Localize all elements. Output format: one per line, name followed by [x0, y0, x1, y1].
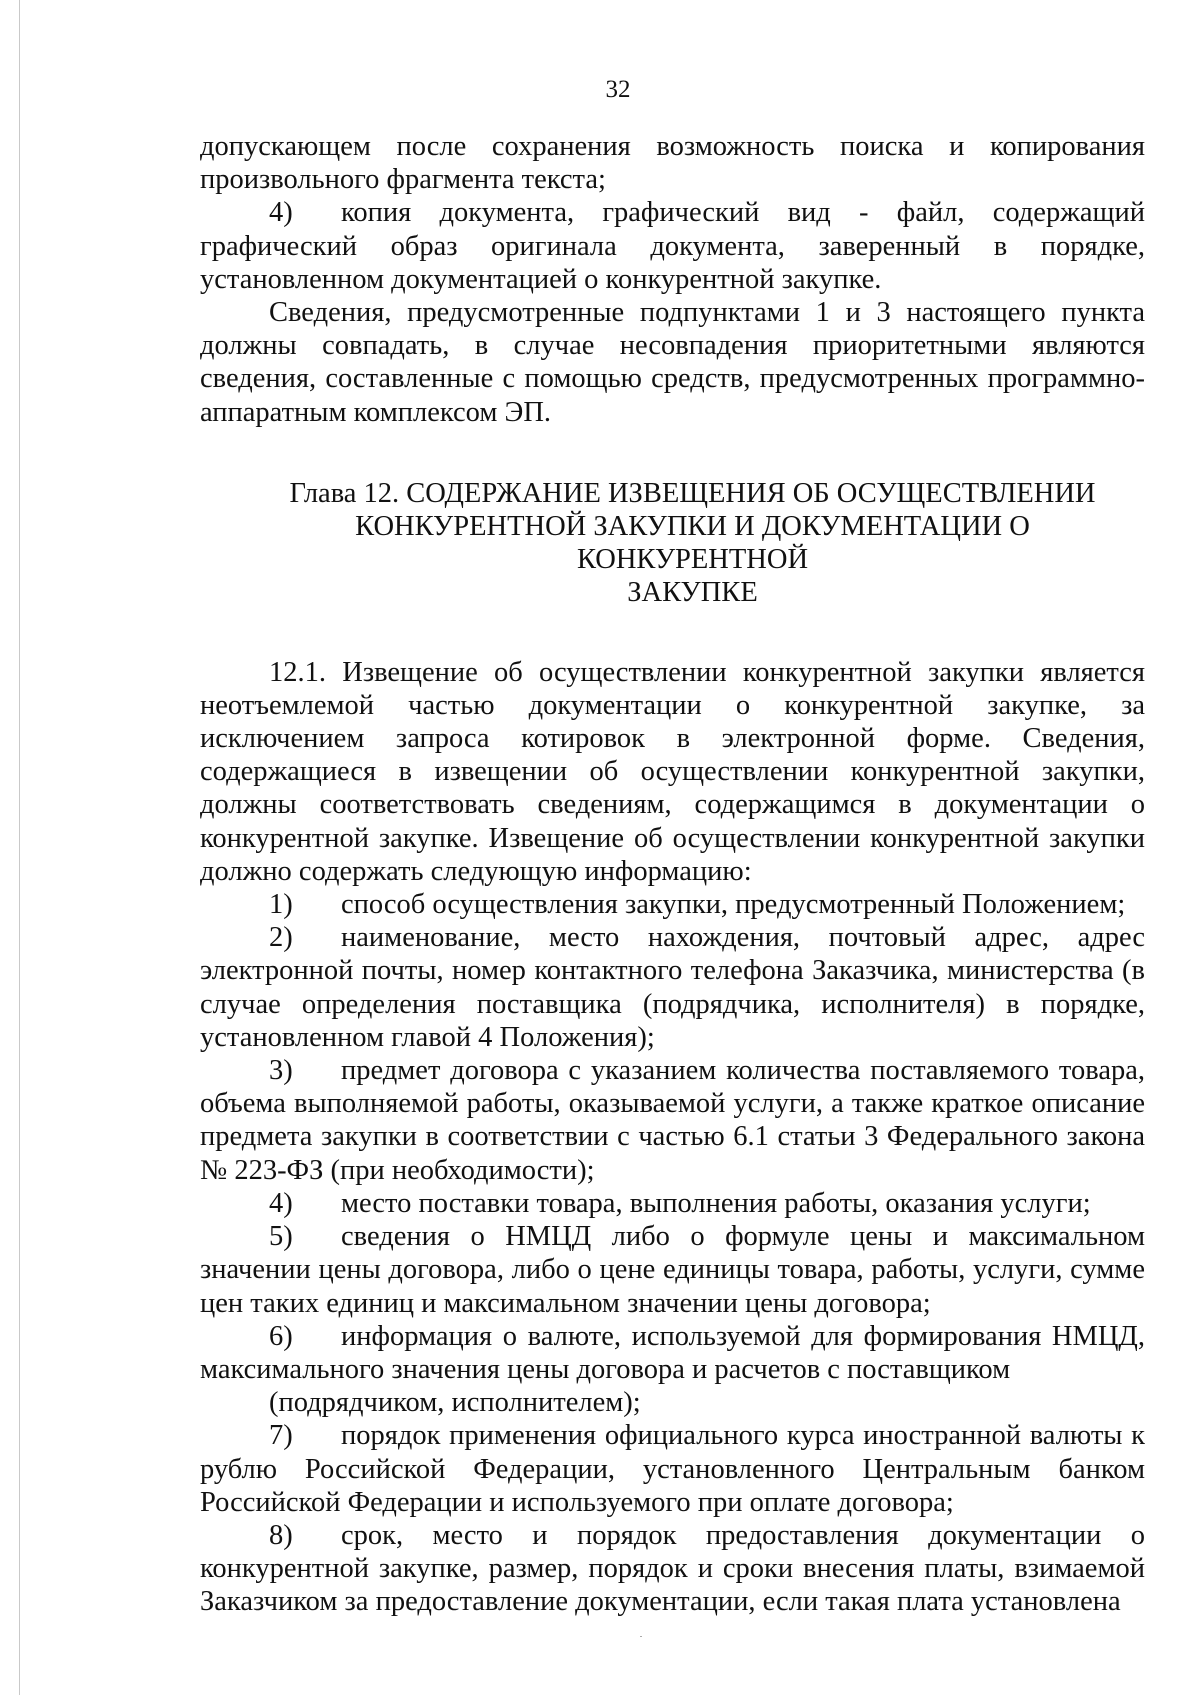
list-item-text: способ осуществления закупки, предусмотренный Положением; — [341, 889, 1126, 921]
list-item-number: 8) — [269, 1519, 293, 1551]
scan-edge-line — [19, 0, 20, 1695]
list-item-4 — [200, 1187, 1145, 1220]
list-item-number: 7) — [269, 1420, 293, 1452]
list-item-text: наименование, место нахождения, почтовый адрес, адрес электронной почты, номер контактного телефона Заказчика, министерства (в случае определения поставщика (подрядчика, исполнителя) в порядке, установленном главой 4 Положения); — [200, 922, 1145, 1053]
chapter-title-line-3: ЗАКУПКЕ — [627, 577, 758, 609]
intro-paragraph: допускающем после сохранения возможность поиска и копирования произвольного фрагмента текста; — [200, 131, 1145, 196]
list-item-number: 2) — [269, 922, 293, 954]
list-item-8 — [200, 1519, 1145, 1619]
list-item-text: сведения о НМЦД либо о формуле цены и максимальном значении цены договора, либо о цене единицы товара, работы, услуги, сумме цен таких единиц и максимальном значении цены договора; — [200, 1221, 1145, 1319]
list-item-text: срок, место и порядок предоставления документации о конкурентной закупке, размер, порядок и сроки внесения платы, взимаемой Заказчиком за предоставление документации, если такая плата установлена — [200, 1519, 1145, 1618]
list-item-1 — [200, 888, 1145, 921]
list-item-text: порядок применения официального курса иностранной валюты к рублю Российской Федерации, установленного Центральным банком Российской Федерации и используемого при оплате договора; — [200, 1420, 1145, 1518]
list-item-7 — [200, 1419, 1145, 1519]
list-item-text: информация о валюте, используемой для формирования НМЦД, максимального значения цены договора и расчетов с поставщиком — [200, 1320, 1145, 1385]
list-item-6 — [200, 1320, 1145, 1386]
list-item-number: 4) — [269, 197, 293, 229]
list-item-text: копия документа, графический вид - файл, содержащий графический образ оригинала документа, заверенный в порядке, установленном документацией о конкурентной закупке. — [200, 197, 1145, 295]
list-item-5 — [200, 1220, 1145, 1320]
chapter-title-line-1: Глава 12. СОДЕРЖАНИЕ ИЗВЕЩЕНИЯ ОБ ОСУЩЕСТВЛЕНИИ — [289, 477, 1096, 509]
list-item-number: 4) — [269, 1187, 293, 1219]
page-number: 32 — [605, 76, 631, 103]
list-item-2 — [200, 921, 1145, 1054]
list-item-text: предмет договора с указанием количества поставляемого товара, объема выполняемой работы, оказываемой услуги, а также краткое описание предмета закупки в соответствии с частью 6.1 статьи 3 Федерального закона № 223-ФЗ (при необходимости); — [200, 1055, 1145, 1186]
list-item-number: 3) — [269, 1055, 293, 1087]
chapter-title — [200, 477, 1145, 610]
list-item-text: место поставки товара, выполнения работы, оказания услуги; — [341, 1187, 1091, 1219]
list-item-number: 6) — [269, 1320, 293, 1352]
list-item-number: 1) — [269, 889, 293, 921]
document-body — [200, 130, 1145, 1619]
list-item-3 — [200, 1054, 1145, 1187]
list-item-6-continuation: (подрядчиком, исполнителем); — [269, 1387, 641, 1419]
chapter-title-line-2: КОНКУРЕНТНОЙ ЗАКУПКИ И ДОКУМЕНТАЦИИ О КОНКУРЕНТНОЙ — [355, 511, 1030, 576]
scan-speck — [640, 1636, 642, 1637]
section-12-1-paragraph: 12.1. Извещение об осуществлении конкурентной закупки является неотъемлемой частью документации о конкурентной закупке, за исключением запроса котировок в электронной форме. Сведения, содержащиеся в извещении об осуществлении конкурентной закупки, должны соответствовать сведениям, содержащимся в документации о конкурентной закупке. Извещение об осуществлении конкурентной закупки должно содержать следующую информацию: — [200, 656, 1145, 887]
list-item-number: 5) — [269, 1221, 293, 1253]
intro-note-paragraph: Сведения, предусмотренные подпунктами 1 и 3 настоящего пункта должны совпадать, в случае несовпадения приоритетными являются сведения, составленные с помощью средств, предусмотренных программно-аппаратным комплексом ЭП. — [200, 297, 1145, 428]
intro-list-item-4 — [200, 196, 1145, 296]
